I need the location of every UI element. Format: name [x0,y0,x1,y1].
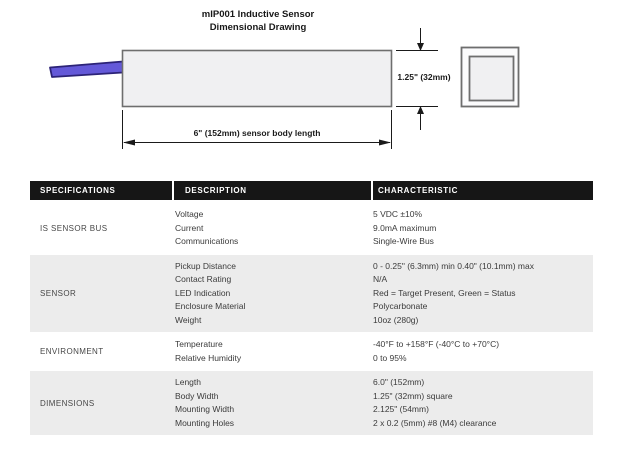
characteristic-cell: Red = Target Present, Green = Status [373,287,516,298]
drawing-subtitle: Dimensional Drawing [209,22,307,33]
height-dimension-label: 1.25" (32mm) [397,72,451,82]
characteristic-cell: -40°F to +158°F (-40°C to +70°C) [373,339,500,349]
length-dimension-label: 6" (152mm) sensor body length [193,128,321,138]
table-section [30,371,593,435]
description-cell: Contact Rating [175,274,232,284]
height-dim-arrow-down [417,43,424,51]
characteristic-cell: 1.25" (32mm) square [373,390,453,401]
characteristic-cell: N/A [373,274,388,284]
characteristic-cell: Polycarbonate [373,301,428,311]
col-header-characteristic: CHARACTERISTIC [373,181,593,200]
col-header-description: DESCRIPTION [174,181,371,200]
description-cell: LED Indication [175,287,231,298]
description-cell: Communications [175,236,239,246]
drawing-title: mIP001 Inductive Sensor [201,9,315,20]
table-header-row [30,181,593,200]
characteristic-cell: 0 - 0.25" (6.3mm) min 0.40" (10.1mm) max [373,260,534,271]
table-section [30,333,593,370]
dimensional-drawing [0,0,624,178]
characteristic-cell: 6.0" (152mm) [373,377,425,387]
length-dim-arrow-right [379,140,391,146]
length-dim-arrow-left [123,140,135,146]
col-header-specifications: SPECIFICATIONS [30,181,172,200]
characteristic-column [369,208,593,249]
description-cell: Voltage [175,209,204,219]
sensor-body-side-view [123,51,392,107]
characteristic-cell: 2.125" (54mm) [373,404,429,414]
description-cell: Mounting Holes [175,417,235,428]
description-cell: Pickup Distance [175,260,236,271]
characteristic-column [369,338,593,365]
description-cell: Current [175,222,204,233]
sensor-cable [50,62,123,78]
table-section [30,255,593,333]
characteristic-column [369,376,593,430]
description-cell: Mounting Width [175,404,235,414]
description-column [172,260,369,328]
characteristic-cell: Single-Wire Bus [373,236,434,246]
table-body [30,203,593,435]
section-label: ENVIRONMENT [40,347,104,356]
section-label: DIMENSIONS [40,398,95,408]
sensor-end-view-inner [470,57,514,101]
characteristic-cell: 10oz (280g) [373,314,419,325]
description-cell: Relative Humidity [175,352,242,363]
characteristic-cell: 2 x 0.2 (5mm) #8 (M4) clearance [373,417,497,428]
description-column [172,338,369,365]
description-cell: Body Width [175,390,219,401]
table-section [30,203,593,254]
description-column [172,208,369,249]
description-cell: Length [175,377,201,387]
description-cell: Weight [175,314,202,325]
height-dim-arrow-up [417,106,424,114]
characteristic-cell: 5 VDC ±10% [373,209,423,219]
characteristic-column [369,260,593,328]
characteristic-cell: 9.0mA maximum [373,222,437,233]
description-column [172,376,369,430]
description-cell: Enclosure Material [175,301,246,311]
section-label: SENSOR [40,288,77,298]
description-cell: Temperature [175,339,223,349]
specifications-table [30,181,593,435]
sensor-diagram [0,0,624,178]
section-label: IS SENSOR BUS [40,223,108,233]
characteristic-cell: 0 to 95% [373,352,407,363]
